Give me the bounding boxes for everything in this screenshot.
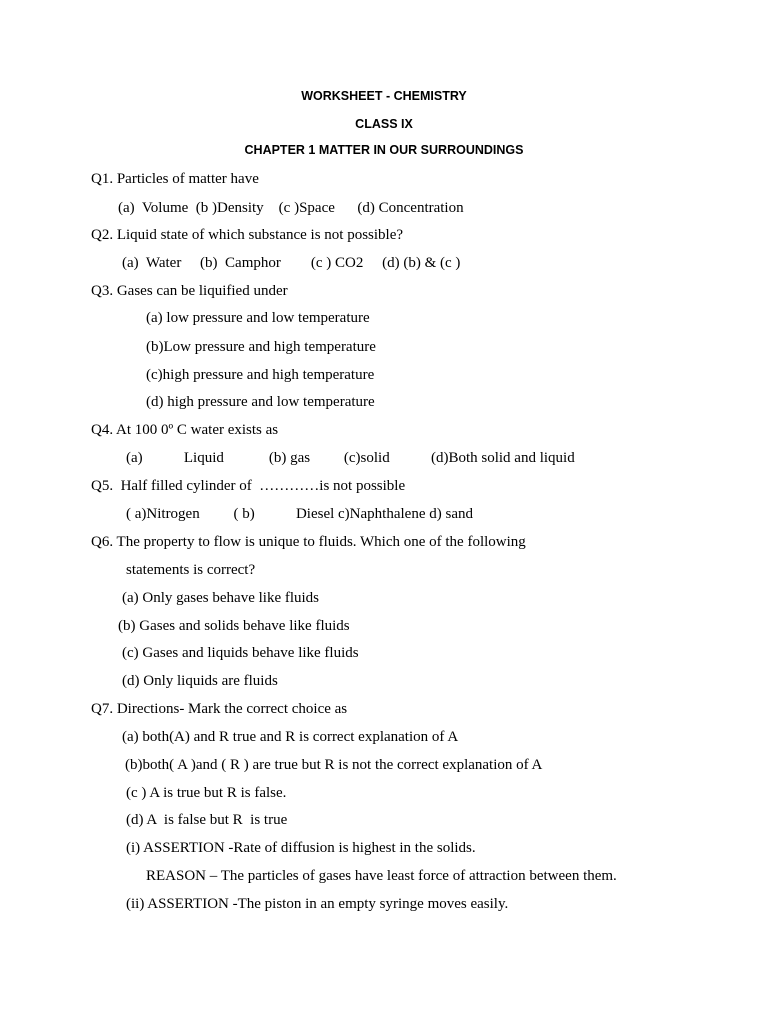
question-5-stem: Q5. Half filled cylinder of …………is not possible: [91, 478, 406, 494]
question-7-assertion: (ii) ASSERTION -The piston in an empty syringe moves easily.: [126, 896, 509, 912]
question-7-option: (a) both(A) and R true and R is correct explanation of A: [122, 729, 459, 745]
class-label: CLASS IX: [355, 117, 413, 131]
question-7-stem: Q7. Directions- Mark the correct choice as: [91, 701, 348, 717]
question-6-option: (a) Only gases behave like fluids: [122, 590, 320, 606]
question-3-option: (a) low pressure and low temperature: [146, 310, 370, 326]
question-3-option: (b)Low pressure and high temperature: [146, 339, 376, 355]
question-7-option: (c ) A is true but R is false.: [126, 785, 287, 801]
question-6-option: (c) Gases and liquids behave like fluids: [122, 645, 359, 661]
question-6-stem-continued: statements is correct?: [126, 562, 256, 578]
question-7-option: (d) A is false but R is true: [126, 812, 288, 828]
question-6-option: (b) Gases and solids behave like fluids: [118, 618, 350, 634]
question-2-options: (a) Water (b) Camphor (c ) CO2 (d) (b) & (c ): [122, 255, 461, 271]
question-1-stem: Q1. Particles of matter have: [91, 171, 259, 187]
question-5-options: ( a)Nitrogen ( b) Diesel c)Naphthalene d) sand: [126, 506, 473, 522]
question-3-option: (d) high pressure and low temperature: [146, 394, 375, 410]
question-7-option: (b)both( A )and ( R ) are true but R is not the correct explanation of A: [125, 757, 543, 773]
question-6-stem: Q6. The property to flow is unique to fluids. Which one of the following: [91, 534, 526, 550]
question-7-assertion: (i) ASSERTION -Rate of diffusion is highest in the solids.: [126, 840, 476, 856]
chapter-heading: CHAPTER 1 MATTER IN OUR SURROUNDINGS: [244, 143, 524, 157]
question-4-stem: Q4. At 100 0º C water exists as: [91, 422, 279, 438]
question-3-stem: Q3. Gases can be liquified under: [91, 283, 288, 299]
worksheet-title: WORKSHEET - CHEMISTRY: [301, 89, 467, 103]
question-1-options: (a) Volume (b )Density (c )Space (d) Concentration: [118, 200, 464, 216]
question-6-option: (d) Only liquids are fluids: [122, 673, 278, 689]
question-7-reason: REASON – The particles of gases have least force of attraction between them.: [146, 868, 617, 884]
question-2-stem: Q2. Liquid state of which substance is not possible?: [91, 227, 404, 243]
question-3-option: (c)high pressure and high temperature: [146, 367, 375, 383]
question-4-options: (a) Liquid (b) gas (c)solid (d)Both solid and liquid: [126, 450, 575, 466]
